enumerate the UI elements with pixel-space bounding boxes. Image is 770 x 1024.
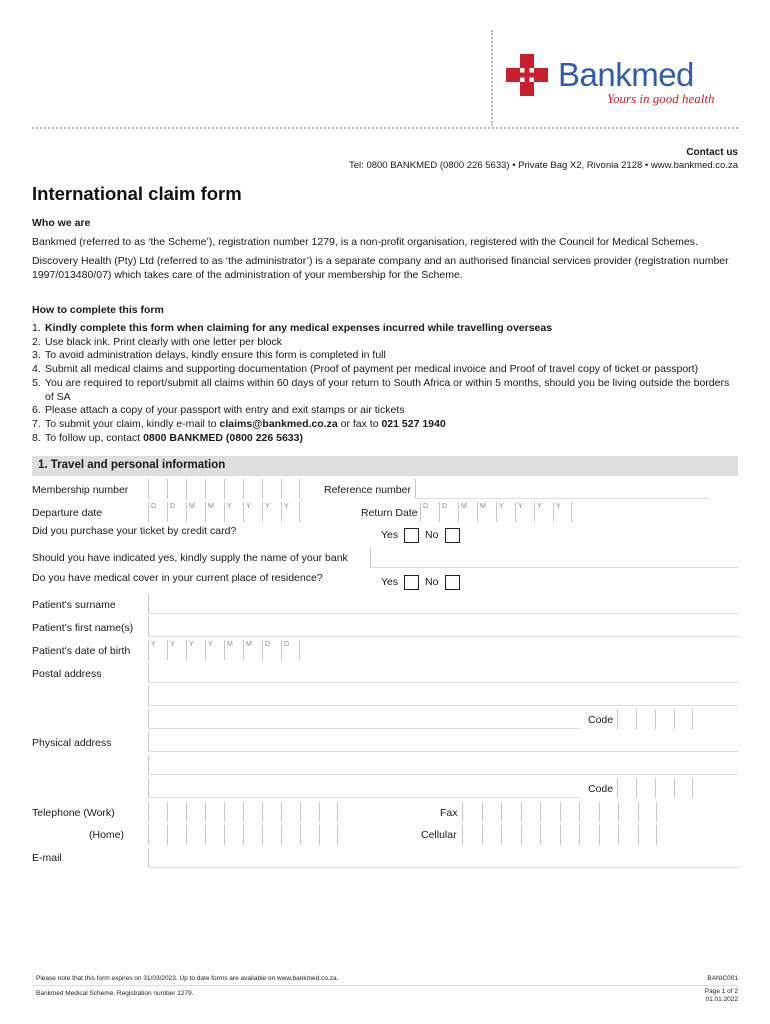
credit-card-yes-label: Yes bbox=[381, 529, 399, 541]
page-number: Page 1 of 2 bbox=[704, 988, 738, 995]
postal-code-label: Code bbox=[588, 714, 614, 726]
telephone-work-label: Telephone (Work) bbox=[32, 807, 115, 819]
physical-address-line-1[interactable] bbox=[148, 732, 738, 752]
footer-divider bbox=[32, 985, 738, 986]
instruction-item: 3. To avoid administration delays, kindly ensure this form is completed in full bbox=[32, 349, 386, 362]
physical-code-label: Code bbox=[588, 783, 614, 795]
claims-email-link[interactable]: claims@bankmed.co.za bbox=[219, 417, 338, 430]
section-1-header: 1. Travel and personal information bbox=[32, 456, 738, 476]
logo-tagline: Yours in good health bbox=[607, 91, 715, 106]
telephone-home-boxes[interactable] bbox=[148, 825, 338, 845]
medical-cover-yes-checkbox[interactable] bbox=[404, 575, 419, 590]
dob-boxes[interactable]: Y Y Y Y M M D D bbox=[148, 640, 300, 660]
followup-phone: 0800 BANKMED (0800 226 5633) bbox=[143, 431, 303, 444]
credit-card-question: Did you purchase your ticket by credit card? bbox=[32, 525, 237, 537]
logo-name: Bankmed bbox=[558, 56, 694, 93]
credit-card-no-checkbox[interactable] bbox=[445, 528, 460, 543]
postal-address-line-1[interactable] bbox=[148, 663, 738, 683]
membership-number-label: Membership number bbox=[32, 484, 129, 496]
bankmed-logo bbox=[506, 54, 722, 110]
email-field[interactable] bbox=[148, 848, 738, 868]
fax-label: Fax bbox=[440, 807, 458, 819]
page-title: International claim form bbox=[32, 183, 242, 204]
medical-cover-no-label: No bbox=[425, 576, 439, 588]
postal-address-line-2[interactable] bbox=[148, 686, 738, 706]
reference-number-label: Reference number bbox=[324, 484, 411, 496]
contact-heading: Contact us bbox=[686, 147, 738, 158]
physical-address-line-3[interactable] bbox=[148, 778, 580, 798]
medical-cover-question: Do you have medical cover in your current place of residence? bbox=[32, 572, 323, 584]
return-date-boxes[interactable]: D D M M Y Y Y Y bbox=[420, 502, 572, 522]
medical-cover-no-checkbox[interactable] bbox=[445, 575, 460, 590]
who-we-are-heading: Who we are bbox=[32, 217, 91, 229]
form-date: 01.01.2022 bbox=[705, 996, 738, 1003]
physical-address-line-2[interactable] bbox=[148, 755, 738, 775]
form-expiry-note: Please note that this form expires on 31/03/2023. Up to date forms are available on www.bankmed.co.za. bbox=[36, 975, 339, 982]
return-date-label: Return Date bbox=[361, 507, 418, 519]
credit-card-yes-checkbox[interactable] bbox=[404, 528, 419, 543]
instruction-item: 5. You are required to report/submit all claims within 60 days of your return to South Africa or within 5 months, should you be living outside the borders of SA bbox=[32, 376, 730, 403]
surname-label: Patient's surname bbox=[32, 599, 116, 611]
header-vertical-divider bbox=[491, 30, 493, 126]
instruction-item: 6. Please attach a copy of your passport with entry and exit stamps or air tickets bbox=[32, 404, 405, 417]
postal-address-line-3[interactable] bbox=[148, 709, 580, 729]
bank-name-question: Should you have indicated yes, kindly supply the name of your bank bbox=[32, 552, 348, 564]
instructions-list bbox=[32, 322, 738, 445]
cellular-label: Cellular bbox=[421, 829, 457, 841]
bankmed-cross-icon bbox=[506, 54, 548, 96]
instruction-item: 8. To follow up, contact 0800 BANKMED (0800 226 5633) bbox=[32, 431, 303, 444]
cellular-boxes[interactable] bbox=[462, 825, 657, 845]
telephone-work-boxes[interactable] bbox=[148, 802, 338, 822]
credit-card-no-label: No bbox=[425, 529, 439, 541]
contact-details: Tel: 0800 BANKMED (0800 226 5633) • Private Bag X2, Rivonia 2128 • www.bankmed.co.za bbox=[349, 160, 738, 171]
how-to-heading: How to complete this form bbox=[32, 304, 164, 316]
claims-fax-number: 021 527 1940 bbox=[381, 417, 446, 430]
physical-address-label: Physical address bbox=[32, 737, 112, 749]
bank-name-field[interactable] bbox=[370, 548, 738, 568]
instruction-item: 4. Submit all medical claims and supporting documentation (Proof of payment per medical invoice and Proof of travel copy of ticket or passport) bbox=[32, 363, 699, 376]
instruction-item: 2. Use black ink. Print clearly with one letter per block bbox=[32, 335, 282, 348]
membership-number-boxes[interactable] bbox=[148, 479, 300, 499]
telephone-home-label: (Home) bbox=[89, 829, 125, 841]
departure-date-boxes[interactable]: D D M M Y Y Y Y bbox=[148, 502, 300, 522]
postal-address-label: Postal address bbox=[32, 668, 102, 680]
who-paragraph-1: Bankmed (referred to as ‘the Scheme’), registration number 1279, is a non-profit organisation, registered with the Council for Medical Schemes. bbox=[32, 236, 698, 248]
physical-code-boxes[interactable] bbox=[617, 778, 693, 798]
instruction-item: 1. Kindly complete this form when claiming for any medical expenses incurred while travelling overseas bbox=[32, 322, 553, 334]
form-code: BANIC001 bbox=[707, 975, 738, 982]
who-paragraph-2: Discovery Health (Pty) Ltd (referred to as ‘the administrator’) is a separate company and an authorised financial services provider (registration number 1997/013480/07) which takes care of the administration of your membership for the Scheme. bbox=[32, 255, 729, 281]
dob-label: Patient's date of birth bbox=[32, 645, 131, 657]
departure-date-label: Departure date bbox=[32, 507, 103, 519]
fax-boxes[interactable] bbox=[462, 802, 657, 822]
registration-note: Bankmed Medical Scheme. Registration number 1279. bbox=[36, 990, 194, 997]
reference-number-field[interactable] bbox=[415, 479, 709, 499]
email-label: E-mail bbox=[32, 852, 62, 864]
instruction-item: 7. To submit your claim, kindly e-mail to claims@bankmed.co.za or fax to 021 527 1940 bbox=[32, 417, 446, 430]
medical-cover-yes-label: Yes bbox=[381, 576, 399, 588]
first-names-field[interactable] bbox=[148, 617, 738, 637]
header-horizontal-divider bbox=[32, 127, 738, 129]
surname-field[interactable] bbox=[148, 594, 738, 614]
first-names-label: Patient's first name(s) bbox=[32, 622, 134, 634]
postal-code-boxes[interactable] bbox=[617, 709, 693, 729]
